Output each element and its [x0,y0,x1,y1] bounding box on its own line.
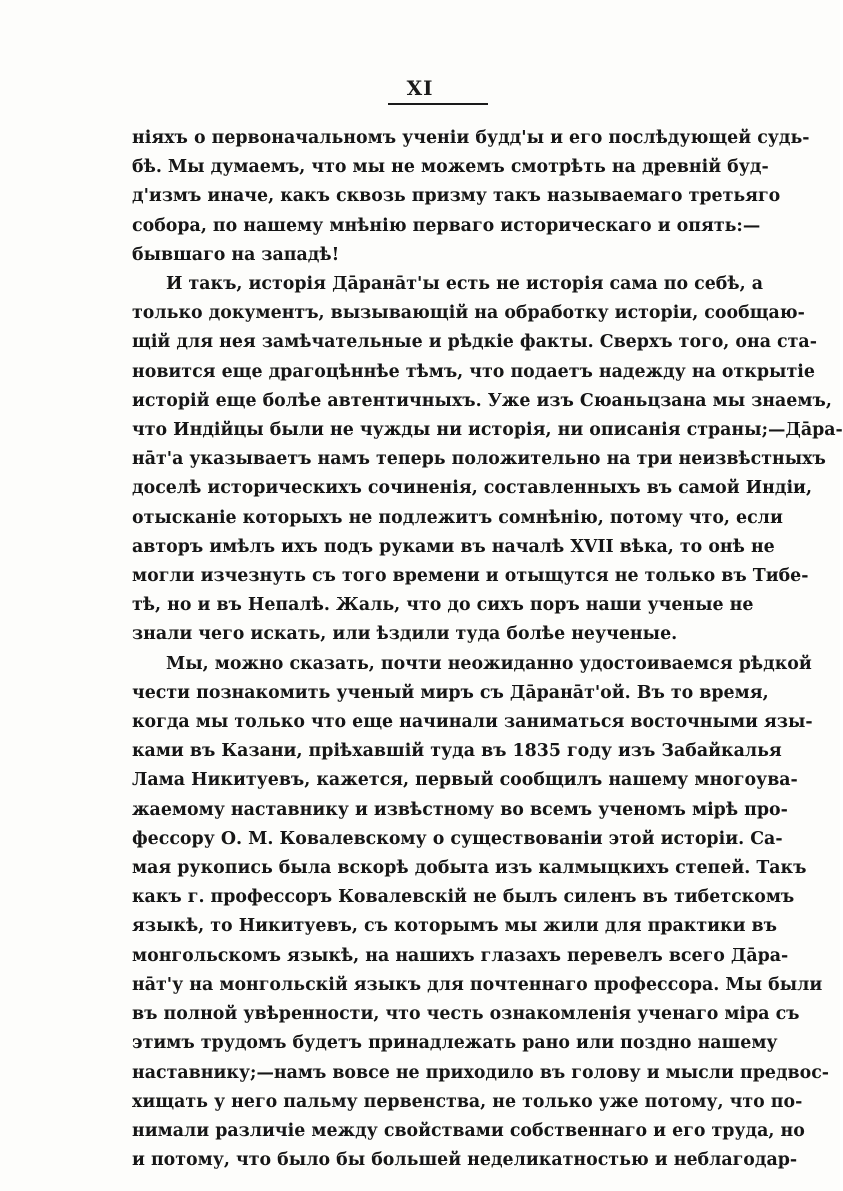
text-line: отысканіе которыхъ не подлежитъ сомнѣнію, потому что, если [132,507,783,528]
text-line: д'измъ иначе, какъ сквозь призму такъ называемаго третьяго [132,186,781,207]
text-line: Мы, можно сказать, почти неожиданно удостоиваемся рѣдкой [166,653,812,674]
text-line: могли изчезнуть съ того времени и отыщутся не только въ Тибе- [132,566,809,587]
text-line: хищать у него пальму первенства, не только уже потому, что по- [132,1091,803,1112]
text-line: тѣ, но и въ Непалѣ. Жаль, что до сихъ поръ наши ученые не [132,595,754,616]
text-line: ками въ Казани, пріѣхавшій туда въ 1835 году изъ Забайкалья [132,741,782,762]
text-line: исторій еще болѣе автентичныхъ. Уже изъ Сюаньцзана мы знаемъ, [132,390,832,411]
text-line: новится еще драгоцѣннѣе тѣмъ, что подаетъ надежду на открытіе [132,361,815,382]
paragraph-3 [132,650,830,1176]
text-line: щій для нея замѣчательные и рѣдкіе факты. Сверхъ того, она ста- [132,332,817,353]
text-line: наставнику;—намъ вовсе не приходило въ голову и мысли предвос- [132,1062,830,1083]
text-line: когда мы только что еще начинали заниматься восточными язы- [132,712,813,733]
text-line: бывшаго на западѣ! [132,244,340,265]
header-rule [388,103,488,105]
text-line: знали чего искать, или ѣздили туда болѣе неученые. [132,624,678,645]
page-header [0,76,840,100]
text-line: въ полной увѣренности, что честь ознакомленія ученаго міра съ [132,1004,800,1025]
text-line: нāт'а указываетъ намъ теперь положительно на три неизвѣстныхъ [132,449,826,470]
text-line: собора, по нашему мнѣнію перваго историческаго и опять:— [132,215,761,236]
text-line: И такъ, исторія Дāранāт'ы есть не исторія сама по себѣ, а [166,274,764,295]
text-line: авторъ имѣлъ ихъ подъ руками въ началѣ XVII вѣка, то онѣ не [132,536,775,557]
text-line: ніяхъ о первоначальномъ ученіи будд'ы и его послѣдующей судь- [132,128,810,148]
text-line: монгольскомъ языкѣ, на нашихъ глазахъ перевелъ всего Дāра- [132,945,789,966]
text-line: что Индійцы были не чужды ни исторія, ни описанія страны;—Дāра- [132,420,843,441]
text-line: Лама Никитуевъ, кажется, первый сообщилъ нашему многоува- [132,770,798,791]
body-text [132,124,843,1175]
text-line: нимали различіе между свойствами собственнаго и его труда, но [132,1120,805,1141]
text-line: языкѣ, то Никитуевъ, съ которымъ мы жили для практики въ [132,916,777,937]
text-line: этимъ трудомъ будетъ принадлежать рано или поздно нашему [132,1033,778,1054]
text-line: какъ г. профессоръ Ковалевскій не былъ силенъ въ тибетскомъ [132,887,795,908]
text-line: и потому, что было бы большей неделикатностью и неблагодар- [132,1150,798,1171]
text-line: мая рукопись была вскорѣ добыта изъ калмыцкихъ степей. Такъ [132,858,807,879]
paragraph-2 [132,270,843,650]
text-line: только документъ, вызывающій на обработку исторіи, сообщаю- [132,303,805,324]
text-line: нāт'у на монгольскій языкъ для почтеннаго профессора. Мы были [132,974,823,995]
text-line: жаемому наставнику и извѣстному во всемъ ученомъ мірѣ про- [132,799,788,820]
page-number: XI [406,76,434,100]
text-line: доселѣ историческихъ сочиненія, составленныхъ въ самой Индіи, [132,478,813,499]
text-line: чести познакомить ученый миръ съ Дāранāт'ой. Въ то время, [132,682,769,703]
paragraph-1 [132,124,810,270]
text-line: бѣ. Мы думаемъ, что мы не можемъ смотрѣть на древній буд- [132,157,769,178]
text-line: фессору О. М. Ковалевскому о существованіи этой исторіи. Са- [132,828,783,849]
